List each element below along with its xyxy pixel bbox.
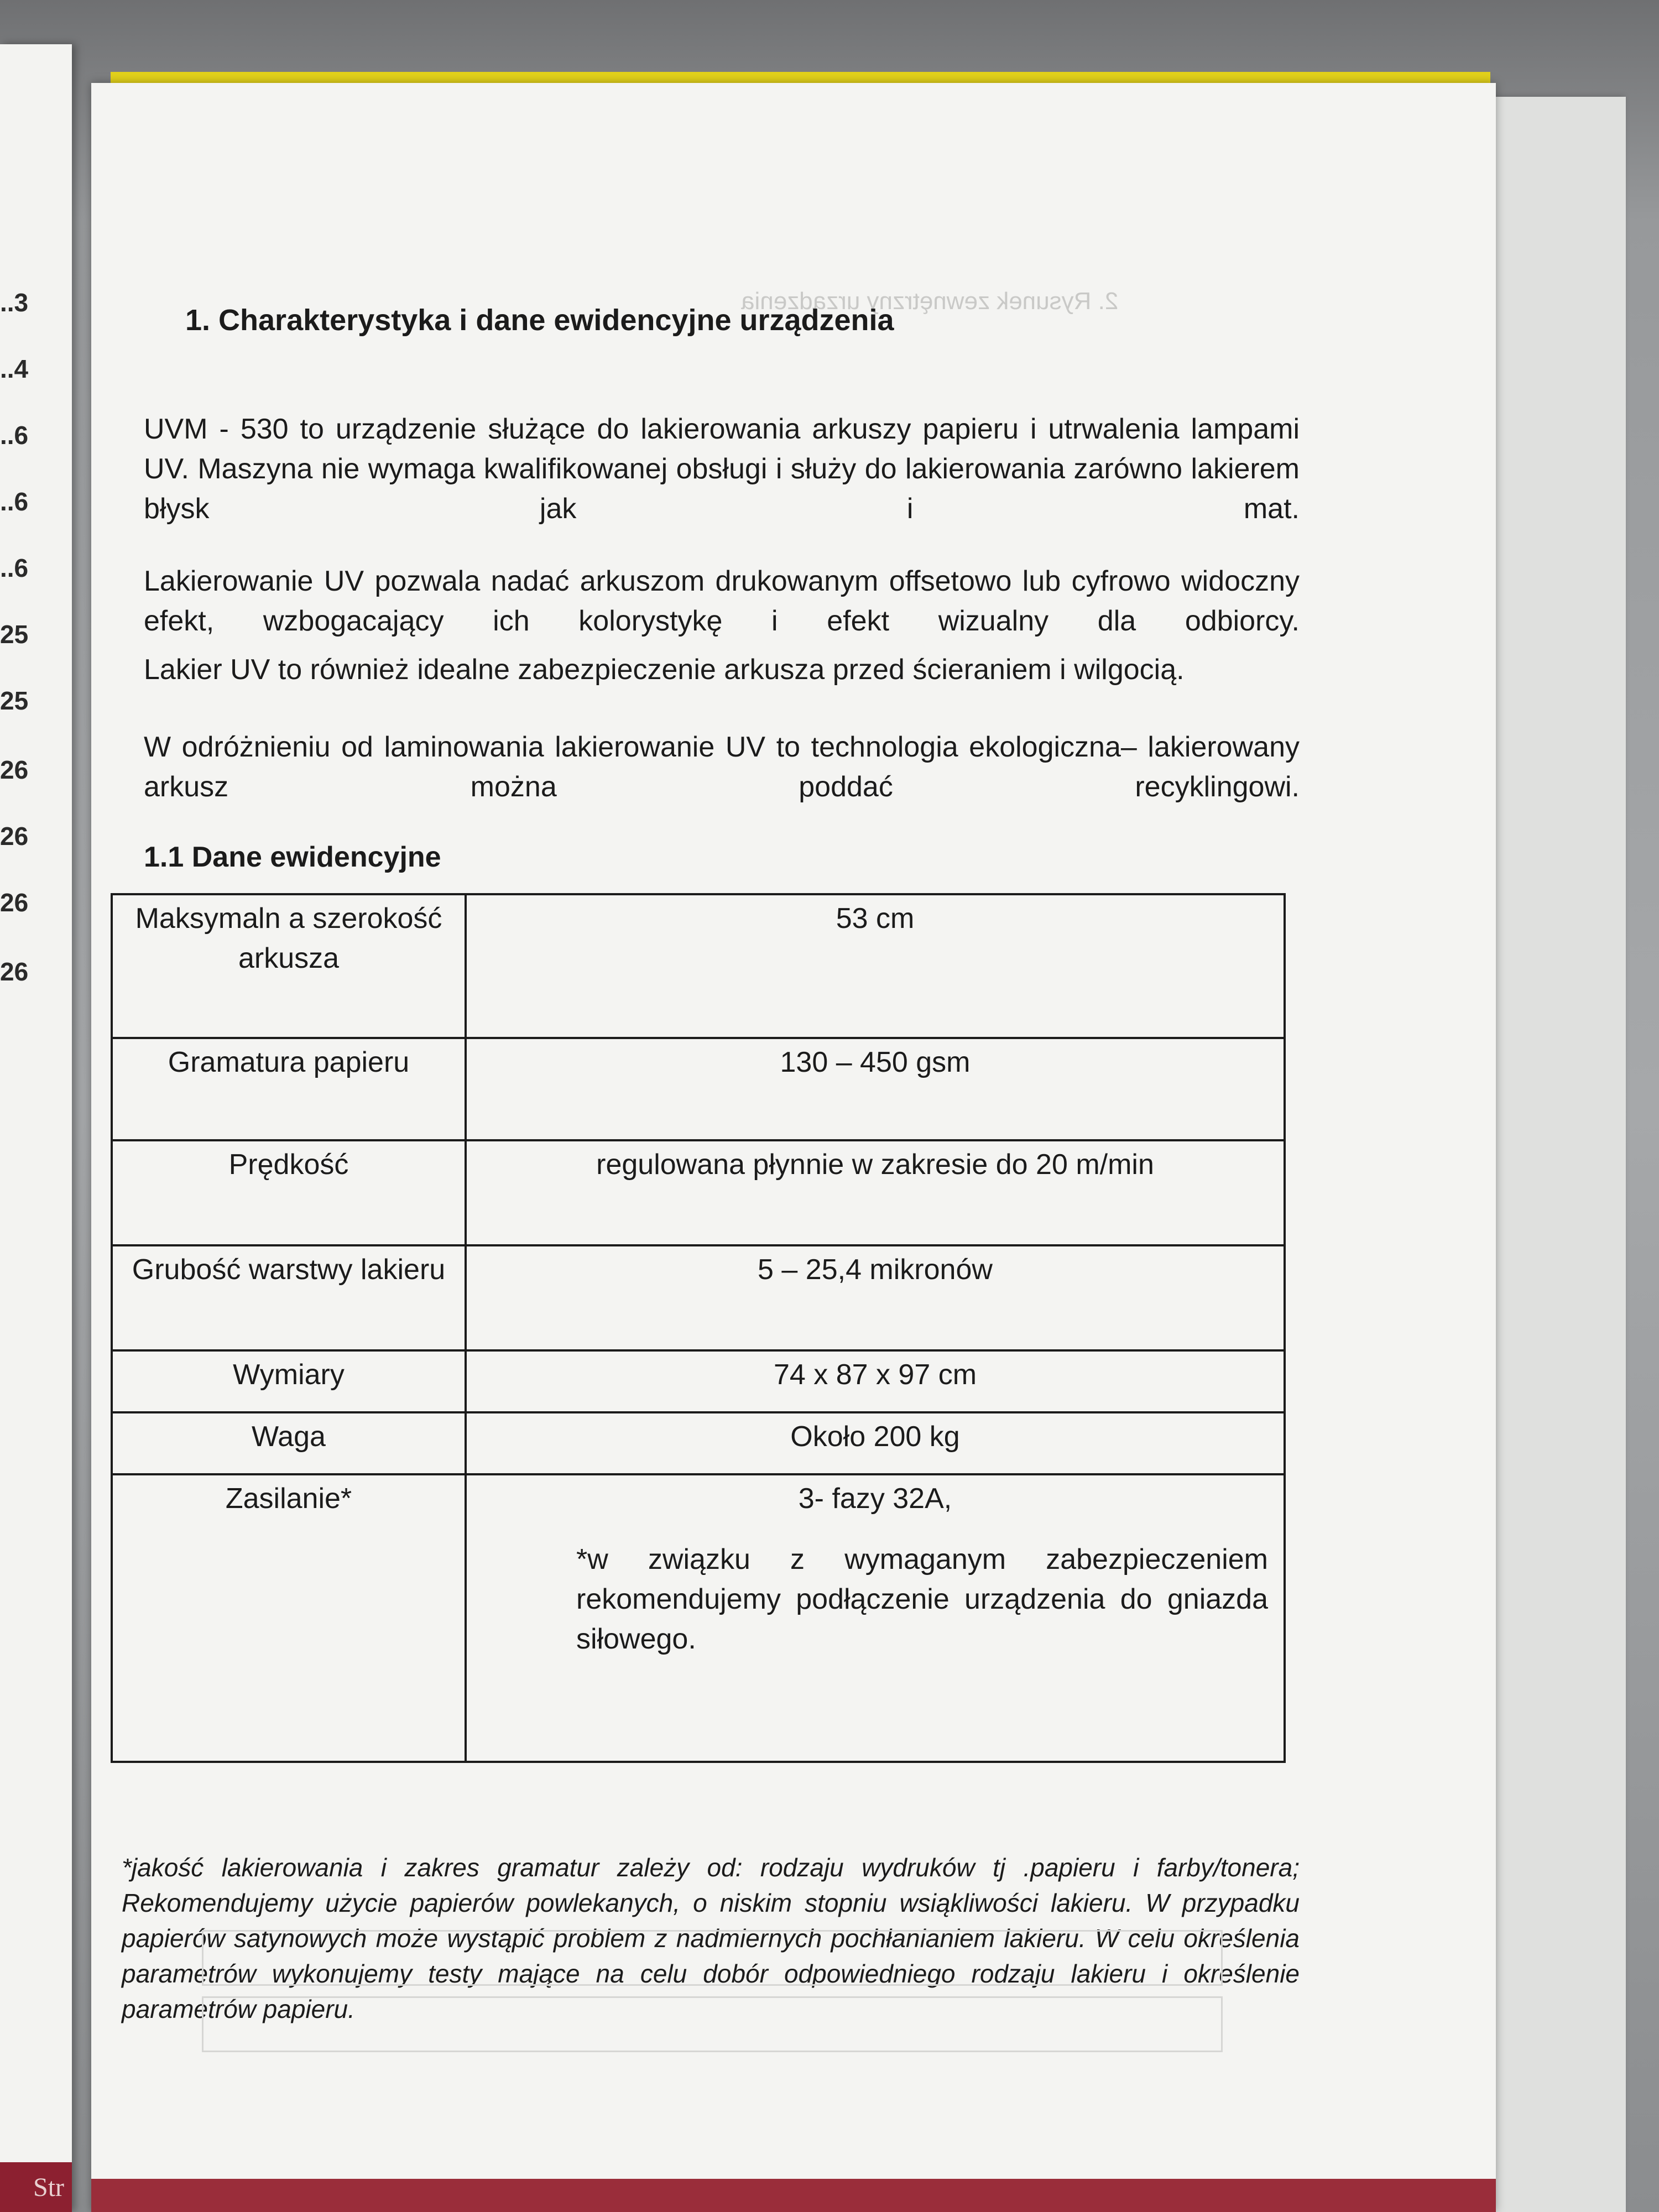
table-row: [112, 894, 1285, 1038]
paragraph-description: UVM - 530 to urządzenie służące do lakierowania arkuszy papieru i utrwalenia lampami UV. Maszyna nie wymaga kwalifikowanej obsługi i służy do lakierowania zarówno lakierem błysk jak i mat.: [144, 413, 1300, 525]
toc-page-number: ..4: [0, 354, 29, 383]
spec-value: 74 x 87 x 97 cm: [466, 1350, 1285, 1412]
toc-page-number: 25: [0, 686, 29, 715]
document-page: [91, 83, 1496, 2212]
left-page-footer-text: Str: [33, 2173, 65, 2202]
left-page-footer-band: [0, 2162, 72, 2212]
toc-page-number: ..6: [0, 487, 29, 516]
table-row: [112, 1140, 1285, 1245]
specification-table: [111, 893, 1286, 1763]
table-row: [112, 1474, 1285, 1762]
footnote: *jakość lakierowania i zakres gramatur zależy od: rodzaju wydruków tj .papieru i farby/tonera; Rekomendujemy użycie papierów powlekanych, o niskim stopniu wsiąkliwości lakieru. W przypadku papierów satynowych może wystąpić problem z nadmiernych pochłanianiem lakieru. W celu określenia parametrów wykonujemy testy mające na celu dobór odpowiedniego rodzaju lakieru i określenie parametrów papieru.: [122, 1853, 1300, 2023]
spec-value-cell: [466, 1474, 1285, 1762]
table-row: [112, 1245, 1285, 1350]
toc-page-number: 26: [0, 888, 29, 917]
spec-key: Gramatura papieru: [112, 1038, 466, 1140]
spec-key: Zasilanie*: [112, 1474, 466, 1762]
section-title: 1. Charakterystyka i dane ewidencyjne urządzenia: [185, 304, 894, 337]
spec-value: Około 200 kg: [466, 1412, 1285, 1474]
spec-key: Prędkość: [112, 1140, 466, 1245]
spec-key: Waga: [112, 1412, 466, 1474]
show-through-heading: 2. Rysunek zewnętrzny urządzenia: [741, 288, 1119, 315]
toc-page-number: 26: [0, 957, 29, 986]
toc-page-number: ..3: [0, 288, 29, 317]
show-through-box: [202, 1930, 1223, 1986]
subsection-title: 1.1 Dane ewidencyjne: [144, 841, 441, 873]
paragraph-protection: Lakier UV to również idealne zabezpieczenie arkusza przed ścieraniem i wilgocią.: [144, 654, 1185, 686]
toc-page-number: ..6: [0, 421, 29, 450]
table-row: [112, 1350, 1285, 1412]
page-footer-band: [91, 2179, 1496, 2212]
spec-key: Maksymaln a szerokość arkusza: [112, 894, 466, 1038]
spec-key: Grubość warstwy lakieru: [112, 1245, 466, 1350]
toc-page-number: ..6: [0, 554, 29, 582]
left-facing-page: [0, 44, 72, 2212]
toc-page-number: 26: [0, 822, 29, 851]
table-row: [112, 1412, 1285, 1474]
paragraph-ecology: W odróżnieniu od laminowania lakierowanie UV to technologia ekologiczna– lakierowany arkusz można poddać recyklingowi.: [144, 731, 1300, 803]
power-note: *w związku z wymaganym zabezpieczeniem rekomendujemy podłączenie urządzenia do gniazda siłowego.: [576, 1543, 1268, 1655]
spec-value: 130 – 450 gsm: [466, 1038, 1285, 1140]
spec-value: regulowana płynnie w zakresie do 20 m/min: [466, 1140, 1285, 1245]
spec-key: Wymiary: [112, 1350, 466, 1412]
show-through-box: [202, 1996, 1223, 2052]
spec-value: 53 cm: [466, 894, 1285, 1038]
spec-value: 3- fazy 32A,: [798, 1483, 952, 1515]
spec-value: 5 – 25,4 mikronów: [466, 1245, 1285, 1350]
table-row: [112, 1038, 1285, 1140]
toc-page-number: 25: [0, 620, 29, 649]
paragraph-uv-effect: Lakierowanie UV pozwala nadać arkuszom drukowanym offsetowo lub cyfrowo widoczny efekt, wzbogacający ich kolorystykę i efekt wizualny dla odbiorcy.: [144, 565, 1300, 637]
toc-page-number: 26: [0, 755, 29, 784]
